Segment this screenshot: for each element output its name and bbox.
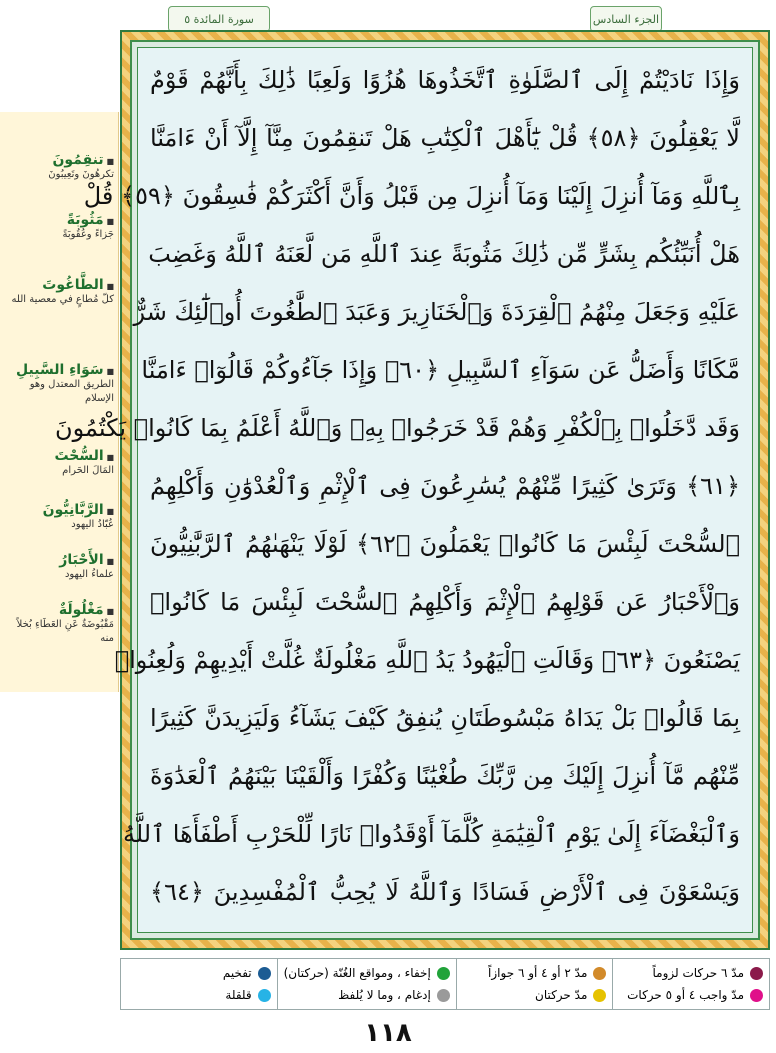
verse-line: وَإِذَا نَادَيْتُمْ إِلَى ٱلصَّلَوٰةِ ٱتَّخَذُوهَا هُزُوًا وَلَعِبًا ذَٰلِكَ بِأَنَّهُمْ قَوْمٌ — [150, 66, 740, 94]
color-dot-icon — [258, 989, 271, 1002]
juz-header: الجزء السادس — [590, 6, 662, 32]
glossary-word: ■ الرَّبَّانِيُّونَ — [4, 502, 114, 518]
verse-line: مِّنْهُم مَّآ أُنزِلَ إِلَيْكَ مِن رَّبِّكَ طُغْيَٰنًا وَكُفْرًا وَأَلْقَيْنَا بَيْنَهُمُ ٱلْعَدَٰوَةَ — [150, 762, 740, 790]
glossary-word: ■ السُّحْتَ — [4, 448, 114, 464]
glossary-item — [4, 362, 114, 406]
legend-column — [121, 959, 277, 1009]
verse-line: بِٱللَّهِ وَمَآ أُنزِلَ إِلَيْنَا وَمَآ أُنزِلَ مِن قَبْلُ وَأَنَّ أَكْثَرَكُمْ فَٰسِقُونَ ﴿٥٩﴾ قُلْ — [83, 182, 740, 210]
glossary-meaning: الطريق المعتدل وهو الإسلام — [29, 379, 114, 404]
color-dot-icon — [593, 989, 606, 1002]
legend-label: إدغام ، وما لا يُلفظ — [338, 988, 431, 1002]
legend-label: تفخيم — [222, 966, 252, 980]
legend-row — [463, 962, 607, 984]
legend-row — [463, 984, 607, 1006]
surah-header: سورة المائدة ٥ — [168, 6, 270, 32]
legend-column — [612, 959, 769, 1009]
legend-label: مدّ ٢ أو ٤ أو ٦ جوازاً — [488, 966, 588, 980]
tajweed-legend — [120, 958, 770, 1010]
glossary-word: ■ تنقِمُونَ — [4, 152, 114, 168]
legend-label: قلقلة — [225, 988, 252, 1002]
legend-label: مدّ ٦ حركات لزوماً — [652, 966, 744, 980]
glossary-word: ■ مَغْلُولَةٌ — [4, 602, 114, 618]
glossary-meaning: علماءُ اليهود — [64, 569, 114, 580]
legend-row — [127, 984, 271, 1006]
glossary-word: ■ الطَّاغُوتَ — [4, 277, 114, 293]
legend-row — [284, 962, 450, 984]
glossary-meaning: المَالَ الحَرام — [62, 465, 114, 476]
verse-line: وَٱلْبَغْضَآءَ إِلَىٰ يَوْمِ ٱلْقِيَٰمَةِ كُلَّمَآ أَوْقَدُوا۟ نَارًا لِّلْحَرْبِ أَطْفَأَهَا ٱللَّهُ — [122, 820, 740, 848]
page-number: ١١٨ — [364, 1018, 412, 1048]
color-dot-icon — [437, 967, 450, 980]
glossary-meaning: عُبّادُ اليهود — [71, 519, 114, 530]
legend-label: مدّ حركتان — [535, 988, 588, 1002]
verse-line: وَيَسْعَوْنَ فِى ٱلْأَرْضِ فَسَادًا وَٱللَّهُ لَا يُحِبُّ ٱلْمُفْسِدِينَ ﴿٦٤﴾ — [150, 878, 740, 906]
glossary-word: ■ سَوَاءِ السَّبِيلِ — [4, 362, 114, 378]
glossary-word: ■ مَثُوبَةً — [4, 212, 114, 228]
glossary-meaning: كلّ مُطاعٍ في معصية الله — [11, 294, 114, 305]
verse-line: ٱلسُّحْتَ لَبِئْسَ مَا كَانُوا۟ يَعْمَلُونَ ﴿٦٢﴾ لَوْلَا يَنْهَىٰهُمُ ٱلرَّبَّٰنِيُّونَ — [150, 530, 740, 558]
verse-line: يَصْنَعُونَ ﴿٦٣﴾ وَقَالَتِ ٱلْيَهُودُ يَدُ ٱللَّهِ مَغْلُولَةٌ غُلَّتْ أَيْدِيهِمْ وَلُعِنُوا۟ — [114, 646, 740, 674]
glossary-item — [4, 602, 114, 646]
color-dot-icon — [593, 967, 606, 980]
glossary-item — [4, 502, 114, 532]
legend-label: مدّ واجب ٤ أو ٥ حركات — [627, 988, 744, 1002]
verse-line: مَّكَانًا وَأَضَلُّ عَن سَوَآءِ ٱلسَّبِيلِ ﴿٦٠﴾ وَإِذَا جَآءُوكُمْ قَالُوٓا۟ ءَامَنَّا — [141, 356, 740, 384]
glossary-item — [4, 552, 114, 582]
legend-label: إخفاء ، ومواقع الغُنّة (حركتان) — [283, 966, 431, 980]
verse-line: ﴿٦١﴾ وَتَرَىٰ كَثِيرًا مِّنْهُمْ يُسَٰرِعُونَ فِى ٱلْإِثْمِ وَٱلْعُدْوَٰنِ وَأَكْلِهِمُ — [150, 472, 740, 500]
verse-line: وَقَد دَّخَلُوا۟ بِٱلْكُفْرِ وَهُمْ قَدْ خَرَجُوا۟ بِهِۦ وَٱللَّهُ أَعْلَمُ بِمَا كَانُوا۟ يَكْتُمُونَ — [54, 414, 740, 442]
color-dot-icon — [258, 967, 271, 980]
verse-line: بِمَا قَالُوا۟ بَلْ يَدَاهُ مَبْسُوطَتَانِ يُنفِقُ كَيْفَ يَشَآءُ وَلَيَزِيدَنَّ كَثِيرًا — [150, 704, 740, 732]
legend-row — [284, 984, 450, 1006]
legend-row — [619, 962, 763, 984]
legend-row — [127, 962, 271, 984]
glossary-item — [4, 277, 114, 307]
legend-row — [619, 984, 763, 1006]
color-dot-icon — [750, 989, 763, 1002]
legend-column — [277, 959, 456, 1009]
verse-line: وَٱلْأَحْبَارُ عَن قَوْلِهِمُ ٱلْإِثْمَ وَأَكْلِهِمُ ٱلسُّحْتَ لَبِئْسَ مَا كَانُوا۟ — [150, 588, 740, 616]
glossary-meaning: جَزاءً وعُقُوبَةً — [62, 229, 114, 240]
verse-line: لَّا يَعْقِلُونَ ﴿٥٨﴾ قُلْ يَٰٓأَهْلَ ٱلْكِتَٰبِ هَلْ تَنقِمُونَ مِنَّآ إِلَّآ أَنْ ءَامَنَّا — [150, 124, 740, 152]
glossary-meaning: تكرهُونَ وتَعِيبُونَ — [48, 169, 114, 180]
color-dot-icon — [437, 989, 450, 1002]
glossary-meaning: مَقْبُوضَةٌ عَنِ العَطَاءِ بُخلاً منه — [16, 619, 114, 644]
color-dot-icon — [750, 967, 763, 980]
verse-line: هَلْ أُنَبِّئُكُم بِشَرٍّ مِّن ذَٰلِكَ مَثُوبَةً عِندَ ٱللَّهِ مَن لَّعَنَهُ ٱللَّهُ وَغَضِبَ — [148, 240, 740, 268]
legend-column — [456, 959, 613, 1009]
verse-line: عَلَيْهِ وَجَعَلَ مِنْهُمُ ٱلْقِرَدَةَ وَٱلْخَنَازِيرَ وَعَبَدَ ٱلطَّٰغُوتَ أُو۟لَٰٓئِكَ شَرٌّ — [133, 298, 740, 326]
glossary-word: ■ الأَحْبَارُ — [4, 552, 114, 568]
